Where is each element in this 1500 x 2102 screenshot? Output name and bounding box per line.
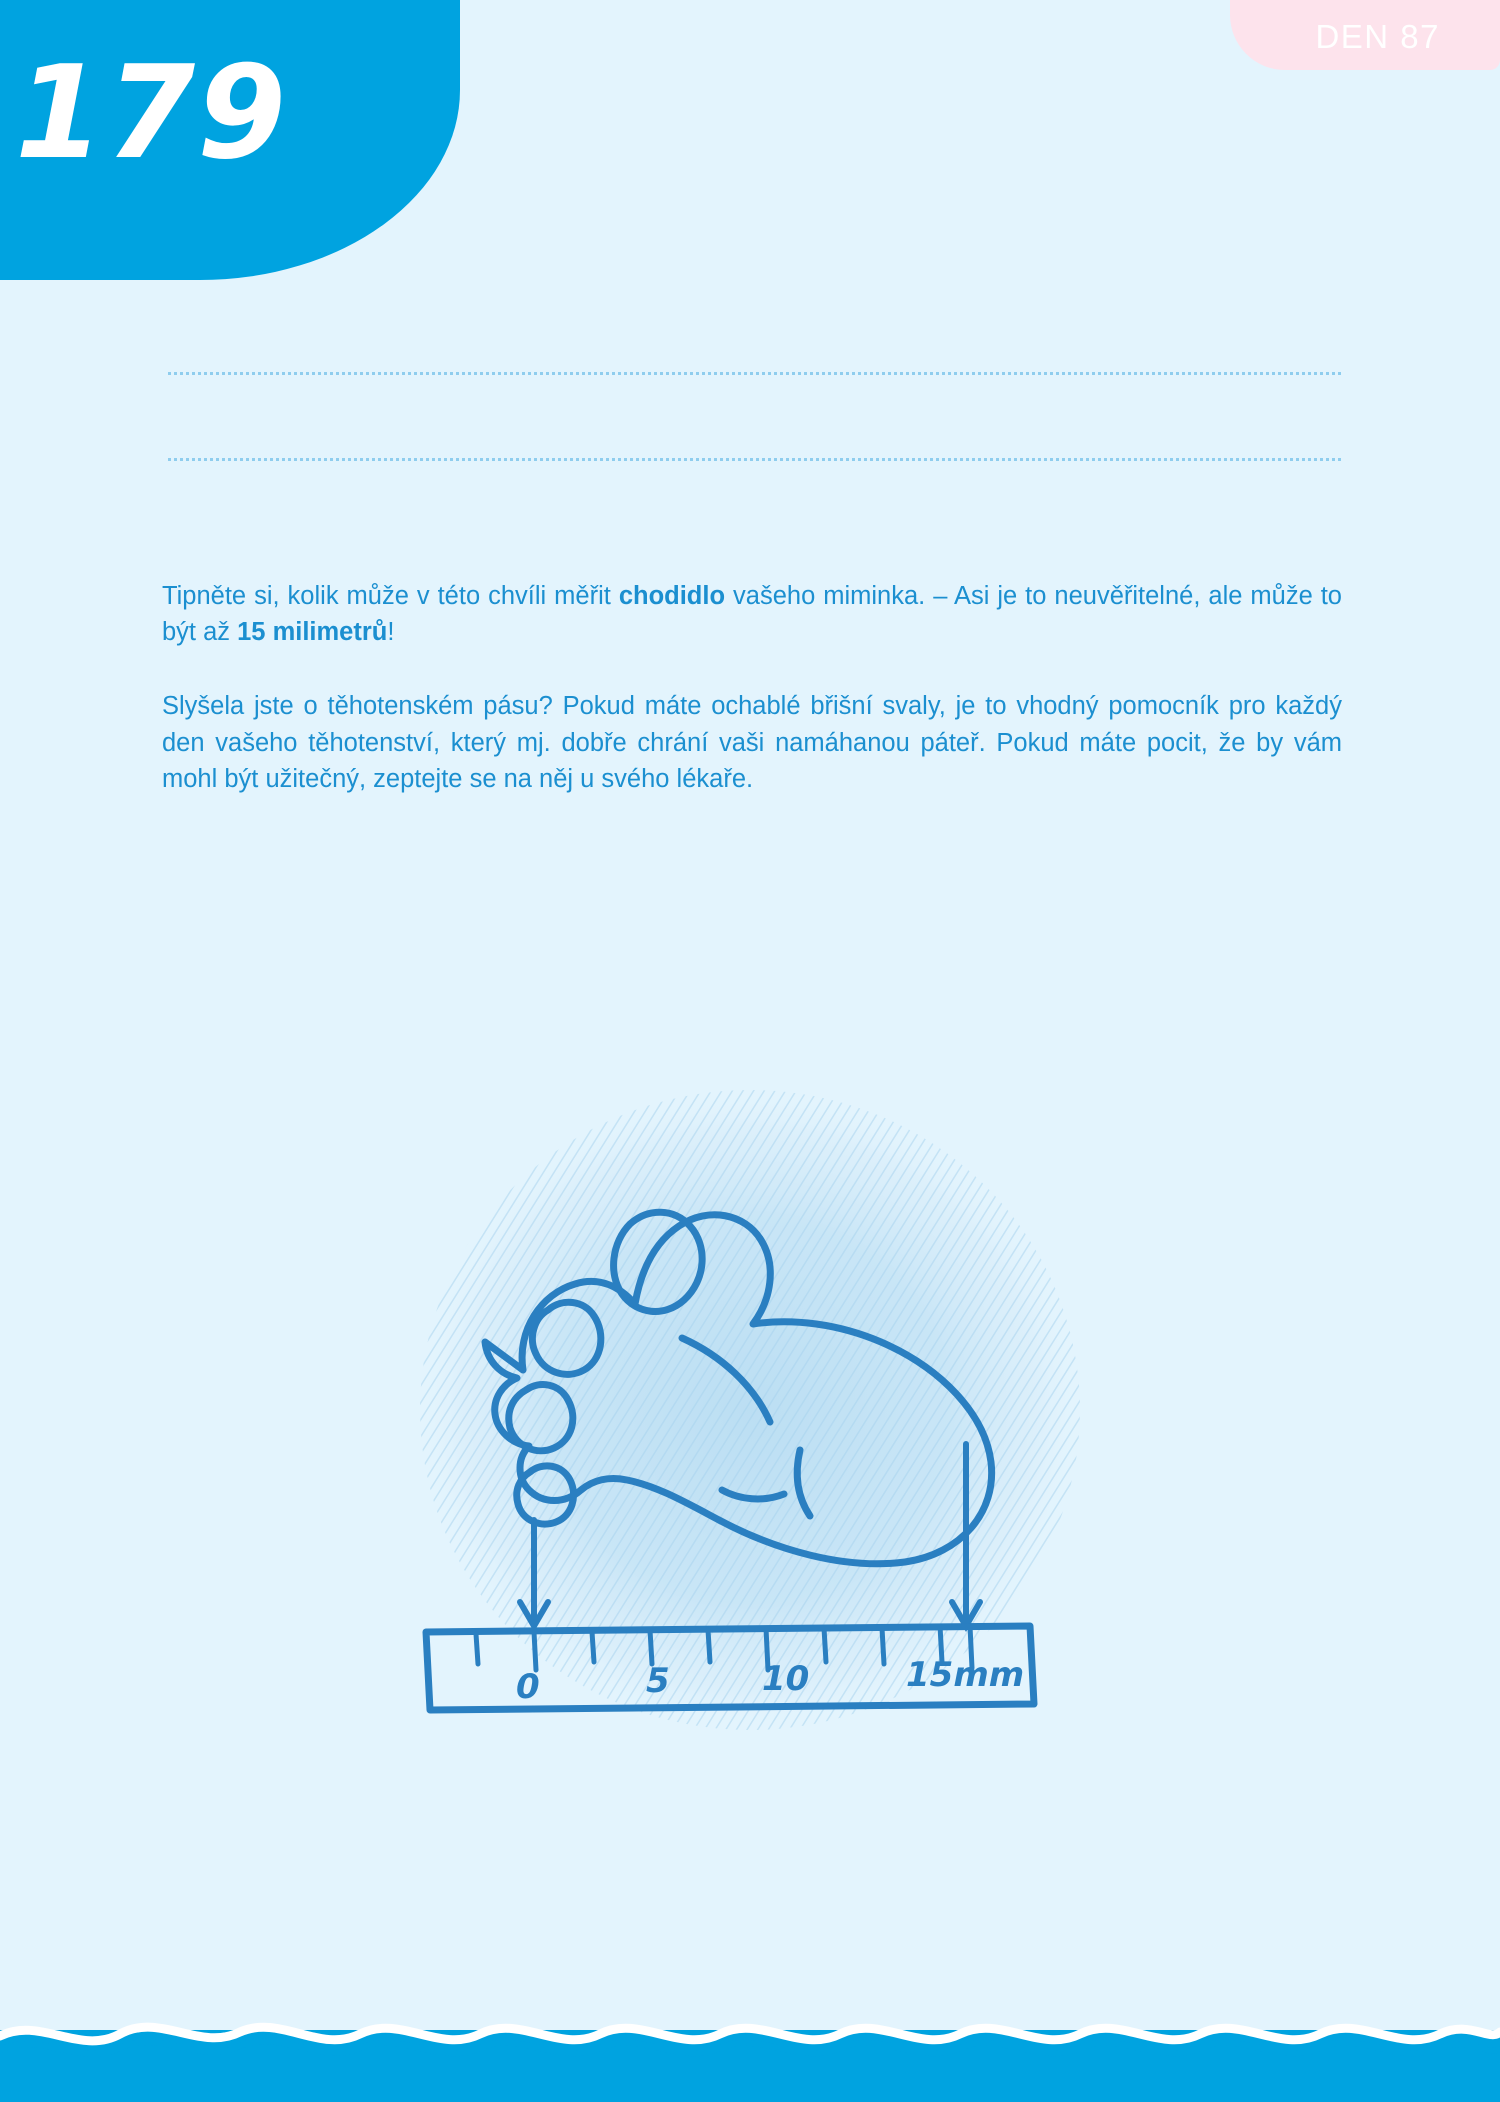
paragraph-belt [162, 688, 1342, 797]
pencil-shading [400, 1080, 1100, 1740]
body-text-run: ! [387, 618, 395, 647]
ruler-tick-0: 0 [516, 1667, 540, 1707]
footer-wave [0, 1972, 1500, 2102]
note-line[interactable] [168, 458, 1341, 461]
body-text-run: Slyšela jste o těhotenském pásu? Pokud máte ochablé břišní svaly, je to vhodný pomocník pro každý den vašeho těhotenství, který mj. dobře chrání vaši namáhanou páteř. Pokud máte pocit, že by vám mohl být užitečný, zeptejte se na něj u svého lékaře. [162, 692, 1342, 793]
day-badge [1230, 0, 1500, 70]
illustration-baby-foot [330, 1020, 1170, 1820]
note-lines [168, 372, 1341, 544]
body-text-run: vašeho miminka. – Asi je to neuvěřitelné, ale může to být až [162, 582, 1342, 647]
paragraph-tip [162, 578, 1342, 650]
body-text [162, 578, 1342, 797]
note-line[interactable] [168, 372, 1341, 375]
emphasis-text: 15 milimetrů [237, 618, 388, 647]
ruler-tick-10: 10 [762, 1659, 810, 1699]
emphasis-text: chodidlo [618, 582, 726, 610]
page-number: 179 [15, 39, 289, 188]
body-text-run: Tipněte si, kolik může v této chvíli měřit [162, 582, 619, 610]
ruler-tick-15mm: 15mm [906, 1655, 1025, 1695]
page-number-badge [0, 0, 460, 280]
ruler-tick-5: 5 [646, 1661, 670, 1701]
day-label: DEN 87 [1315, 18, 1440, 55]
